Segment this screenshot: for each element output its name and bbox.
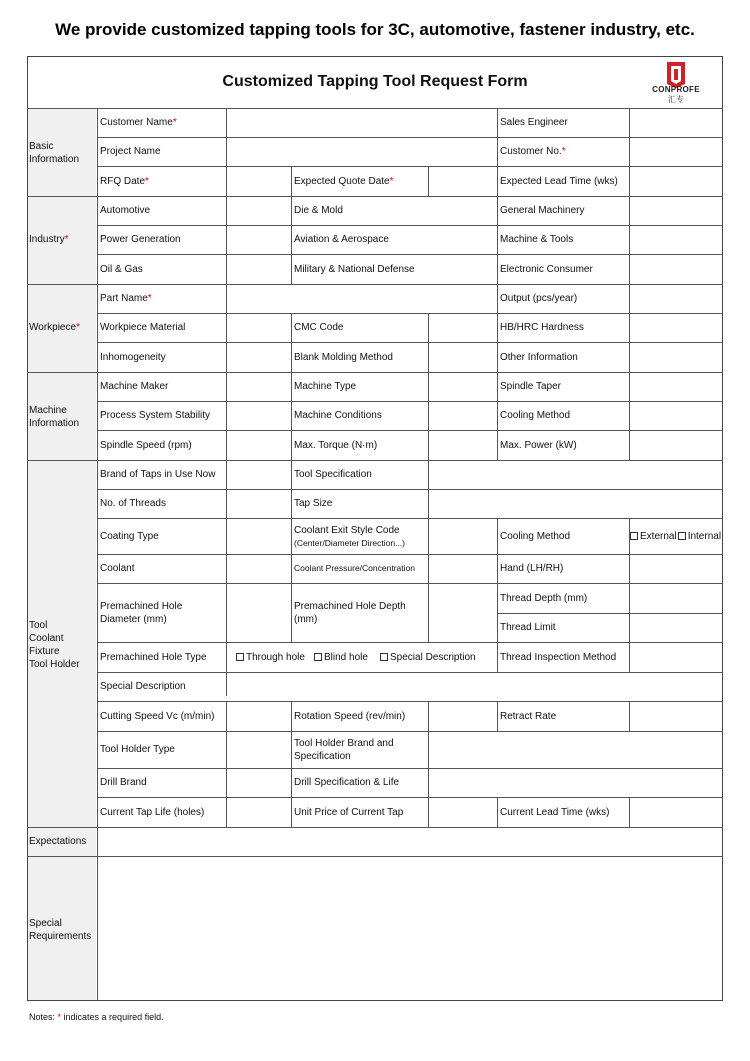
label-rfq-date: RFQ Date* <box>100 176 149 187</box>
label-workpiece-material: Workpiece Material <box>100 322 186 333</box>
label-hardness: HB/HRC Hardness <box>500 322 584 333</box>
label-tool-holder-brand: Tool Holder Brand and Specification <box>294 738 394 762</box>
label-drill-spec: Drill Specification & Life <box>294 777 400 788</box>
required-field-note: Notes: * indicates a required field. <box>29 1012 164 1022</box>
checkbox-special-description[interactable] <box>380 653 388 661</box>
label-coolant: Coolant <box>100 563 135 574</box>
option-power-generation: Power Generation <box>100 234 181 245</box>
section-special-requirements: Special Requirements <box>29 918 92 942</box>
checkbox-external[interactable] <box>630 532 638 540</box>
label-coolant-pressure: Coolant Pressure/Concentration <box>294 563 415 573</box>
section-expectations: Expectations <box>29 836 87 847</box>
option-die-mold: Die & Mold <box>294 205 343 216</box>
label-coolant-exit-style: Coolant Exit Style Code <box>294 525 400 536</box>
label-rotation-speed: Rotation Speed (rev/min) <box>294 711 406 722</box>
label-premachined-hole-type: Premachined Hole Type <box>100 652 207 663</box>
label-machine-type: Machine Type <box>294 381 357 392</box>
label-sales-engineer: Sales Engineer <box>500 117 568 128</box>
option-oil-gas: Oil & Gas <box>100 264 143 275</box>
label-spindle-taper: Spindle Taper <box>500 381 561 392</box>
label-part-name: Part Name* <box>100 293 152 304</box>
label-coating-type: Coating Type <box>100 531 159 542</box>
label-premachined-diameter: Premachined Hole Diameter (mm) <box>100 601 183 625</box>
label-unit-price: Unit Price of Current Tap <box>294 807 404 818</box>
label-project-name: Project Name <box>100 146 161 157</box>
cooling-method-options: External Internal <box>630 530 721 543</box>
label-tap-size: Tap Size <box>294 498 333 509</box>
label-machine-maker: Machine Maker <box>100 381 169 392</box>
label-expected-quote-date: Expected Quote Date* <box>294 176 394 187</box>
section-basic-information: Basic Information <box>29 141 80 165</box>
section-tool-coolant-fixture-holder: Tool Coolant Fixture Tool Holder <box>29 620 80 670</box>
label-output: Output (pcs/year) <box>500 293 578 304</box>
label-max-torque: Max. Torque (N·m) <box>294 440 378 451</box>
label-spindle-speed: Spindle Speed (rpm) <box>100 440 192 451</box>
option-special-description: Special Description <box>380 651 476 664</box>
label-cmc-code: CMC Code <box>294 322 344 333</box>
option-general-machinery: General Machinery <box>500 205 585 216</box>
label-tool-cooling-method: Cooling Method <box>500 531 571 542</box>
section-workpiece: Workpiece* <box>29 322 80 333</box>
logo-chinese-text: 汇专 <box>668 95 684 104</box>
label-machine-conditions: Machine Conditions <box>294 410 382 421</box>
label-max-power: Max. Power (kW) <box>500 440 577 451</box>
label-thread-inspection: Thread Inspection Method <box>500 652 617 663</box>
section-machine-information: Machine Information <box>29 405 80 429</box>
label-thread-limit: Thread Limit <box>500 622 556 633</box>
checkbox-internal[interactable] <box>678 532 686 540</box>
option-machine-tools: Machine & Tools <box>500 234 574 245</box>
label-tool-specification: Tool Specification <box>294 469 372 480</box>
label-blank-molding: Blank Molding Method <box>294 352 393 363</box>
label-hand: Hand (LH/RH) <box>500 563 564 574</box>
label-current-lead-time: Current Lead Time (wks) <box>500 807 610 818</box>
label-machine-cooling-method: Cooling Method <box>500 410 571 421</box>
checkbox-blind-hole[interactable] <box>314 653 322 661</box>
label-retract-rate: Retract Rate <box>500 711 557 722</box>
option-electronic-consumer: Electronic Consumer <box>500 264 593 275</box>
option-military-defense: Military & National Defense <box>294 264 415 275</box>
label-drill-brand: Drill Brand <box>100 777 147 788</box>
label-no-of-threads: No. of Threads <box>100 498 166 509</box>
label-cutting-speed: Cutting Speed Vc (m/min) <box>100 711 215 722</box>
section-industry: Industry* <box>29 234 69 245</box>
label-special-description: Special Description <box>100 681 186 692</box>
label-premachined-depth: Premachined Hole Depth (mm) <box>294 601 406 625</box>
label-tool-holder-type: Tool Holder Type <box>100 744 175 755</box>
label-other-information: Other Information <box>500 352 578 363</box>
page-headline: We provide customized tapping tools for 3C, automotive, fastener industry, etc. <box>55 20 695 39</box>
label-brand-in-use: Brand of Taps in Use Now <box>100 469 216 480</box>
label-process-stability: Process System Stability <box>100 410 211 421</box>
label-thread-depth: Thread Depth (mm) <box>500 593 588 604</box>
label-customer-name: Customer Name* <box>100 117 177 128</box>
label-customer-no: Customer No.* <box>500 146 566 157</box>
label-expected-lead-time: Expected Lead Time (wks) <box>500 176 618 187</box>
label-current-tap-life: Current Tap Life (holes) <box>100 807 205 818</box>
label-inhomogeneity: Inhomogeneity <box>100 352 166 363</box>
option-through-hole: Through hole <box>236 651 305 664</box>
logo-brand-text: CONPROFE <box>652 85 700 94</box>
option-aviation-aerospace: Aviation & Aerospace <box>294 234 389 245</box>
form-title: Customized Tapping Tool Request Form <box>222 73 528 90</box>
label-coolant-exit-sub: (Center/Diameter Direction...) <box>294 538 406 548</box>
option-automotive: Automotive <box>100 205 151 216</box>
option-blind-hole: Blind hole <box>314 651 368 664</box>
checkbox-through-hole[interactable] <box>236 653 244 661</box>
